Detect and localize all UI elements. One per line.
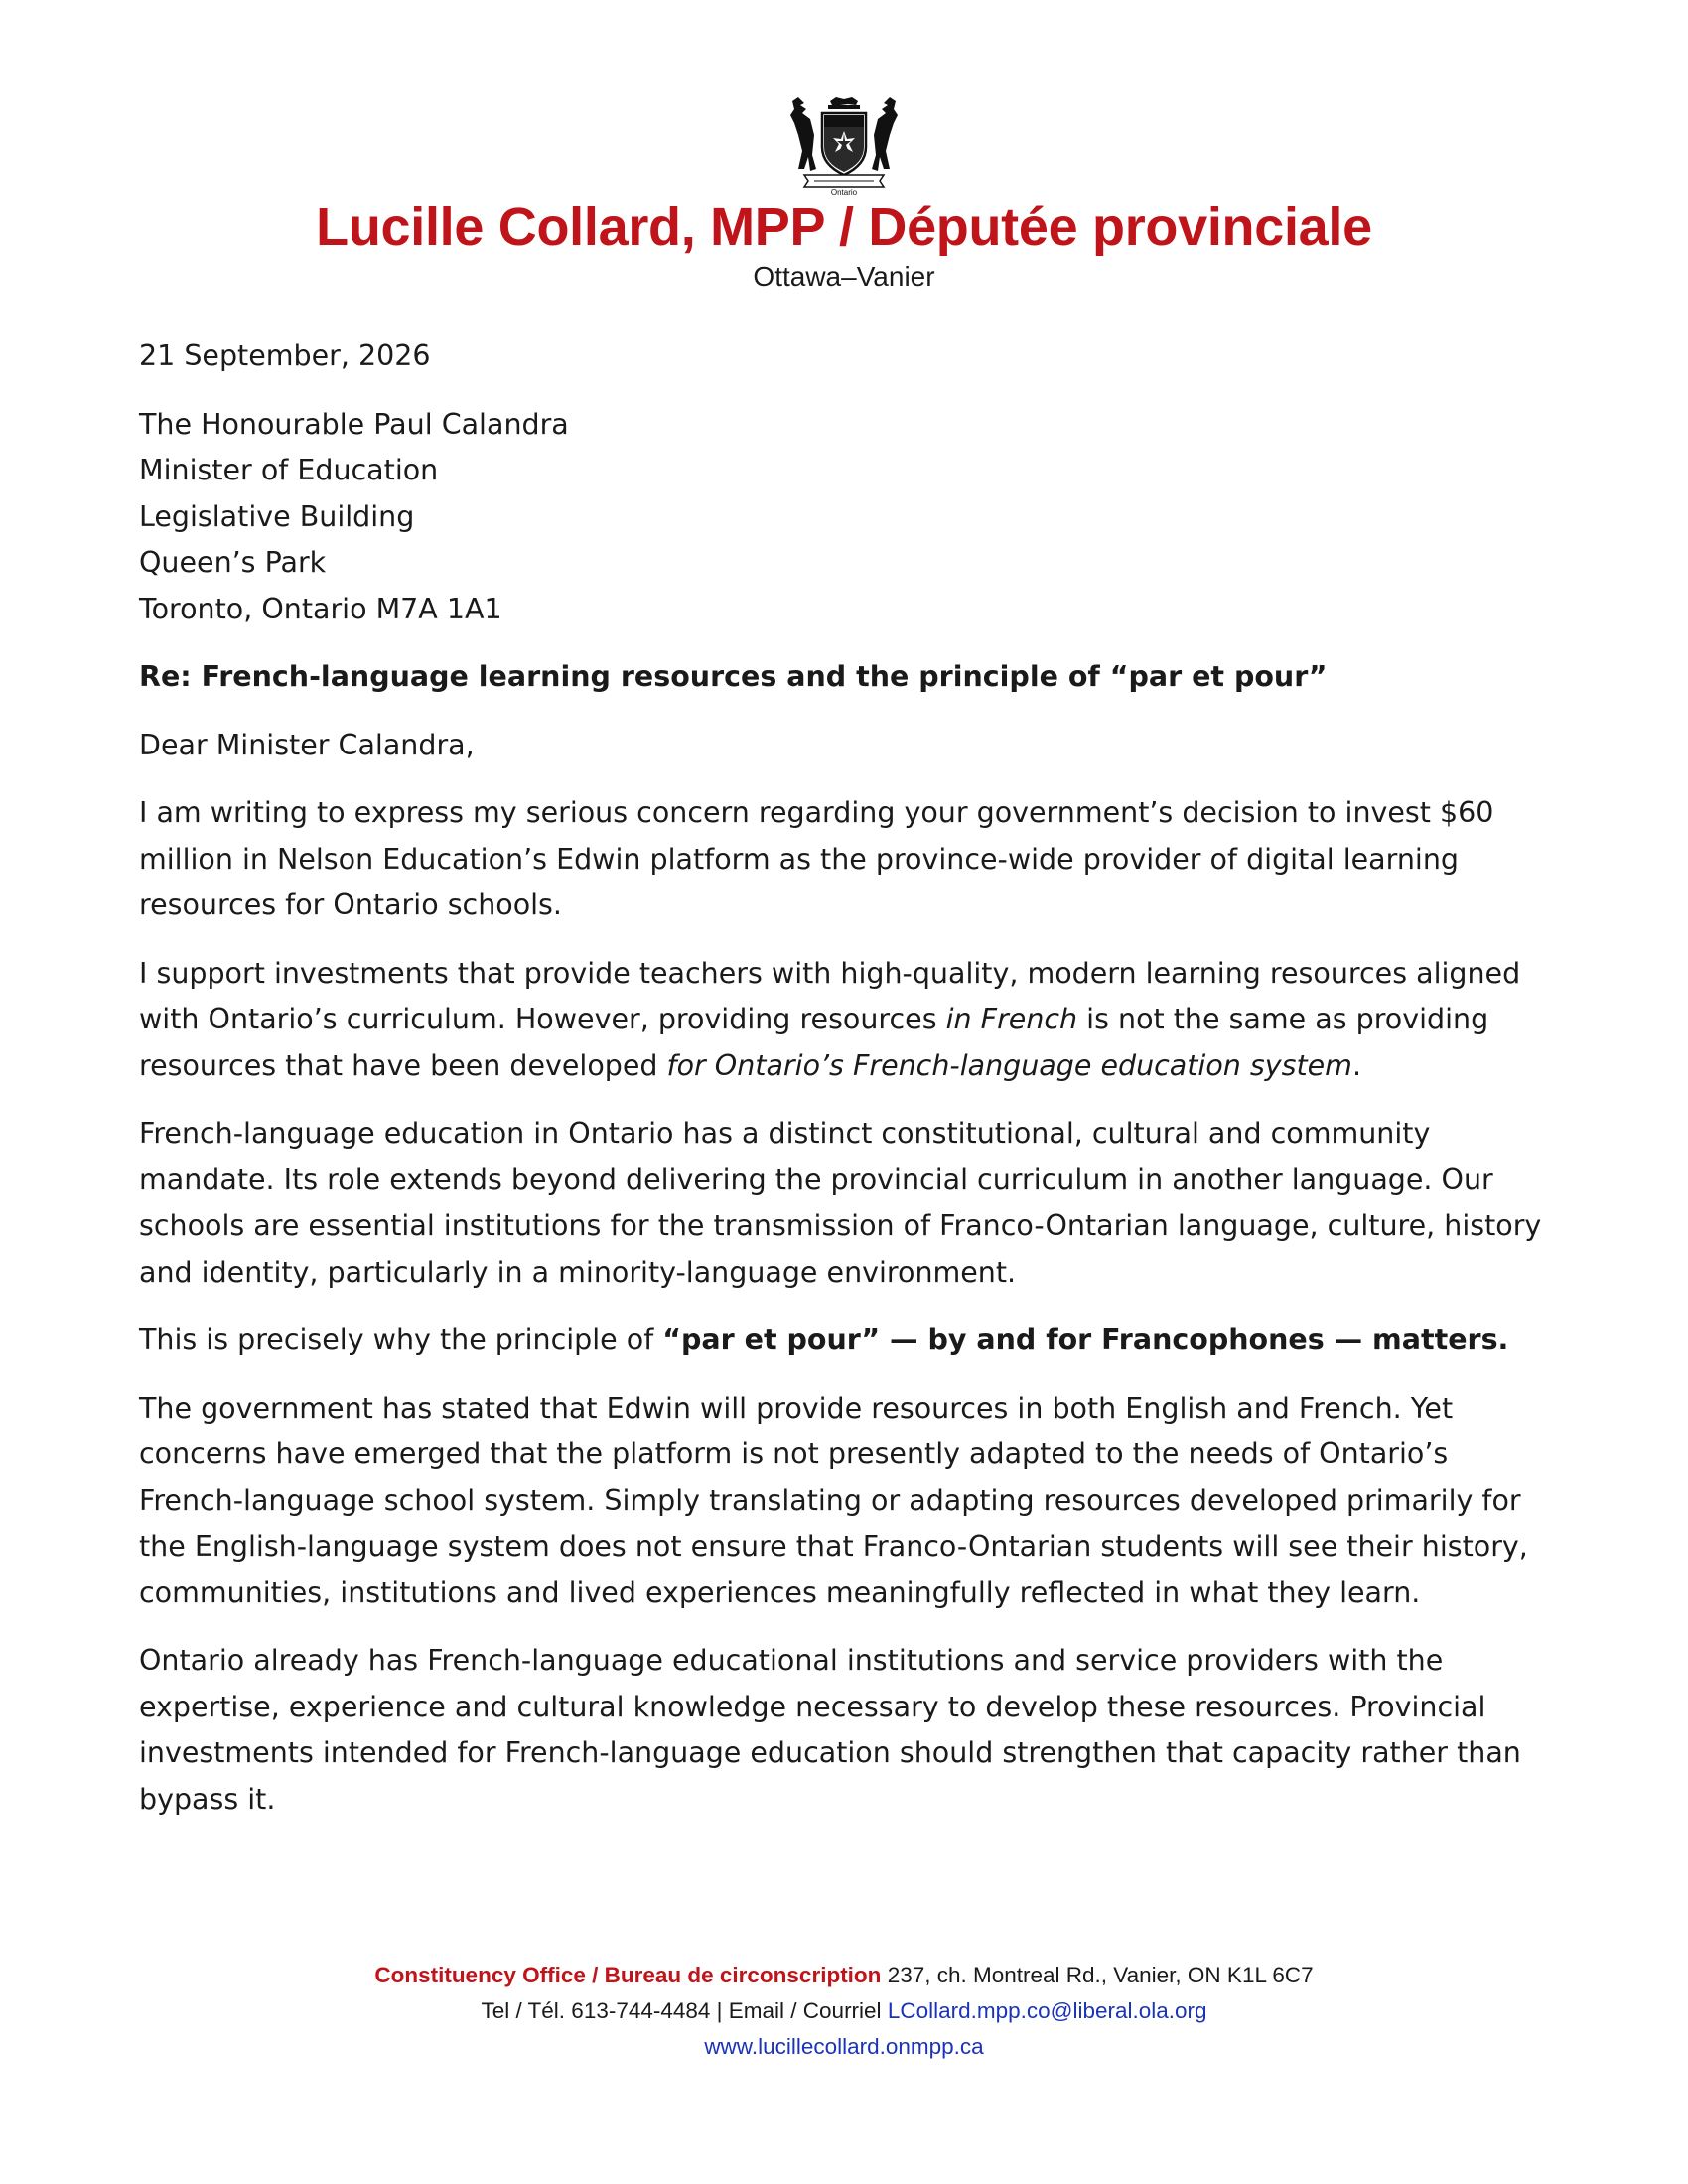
para2-italic-system: for Ontario’s French-language education system bbox=[666, 1048, 1352, 1082]
letter-date: 21 September, 2026 bbox=[139, 340, 431, 372]
address-line: Toronto, Ontario M7A 1A1 bbox=[139, 592, 502, 625]
paragraph-2 bbox=[139, 951, 1559, 1090]
ontario-coat-of-arms bbox=[784, 95, 904, 197]
paragraph-4 bbox=[139, 1317, 1559, 1364]
footer-office-address: 237, ch. Montreal Rd., Vanier, ON K1L 6C7 bbox=[881, 1963, 1314, 1987]
para2-text-c: is not the same as providing resources that have been developed bbox=[139, 1003, 1489, 1082]
recipient-address bbox=[139, 402, 1559, 633]
footer-office-line bbox=[0, 1958, 1688, 1993]
address-line: Queen’s Park bbox=[139, 546, 327, 579]
address-line: Minister of Education bbox=[139, 454, 439, 486]
para2-italic-in-french: in French bbox=[945, 1003, 1078, 1035]
paragraph-6: Ontario already has French-language educational institutions and service providers with the expertise, experience and cultural knowledge necessary to develop these resources. Provincial investments intended for French-language education should strengthen that capacity rather than bypass it. bbox=[139, 1644, 1521, 1816]
letterhead-riding: Ottawa–Vanier bbox=[753, 261, 935, 292]
subject-line: Re: French-language learning resources and the principle of “par et pour” bbox=[139, 660, 1328, 693]
address-line: Legislative Building bbox=[139, 499, 415, 533]
letter-body bbox=[139, 334, 1559, 1844]
letterhead-title: Lucille Collard, MPP / Députée provinciale bbox=[316, 198, 1372, 257]
paragraph-5: The government has stated that Edwin will provide resources in both English and French. Yet concerns have emerged that the platform is not presently adapted to the needs of Ontario’s French-language school system. Simply translating or adapting resources developed primarily for the English-language system does not ensure that Franco-Ontarian students will see their history, communities, institutions and lived experiences meaningfully reflected in what they learn. bbox=[139, 1391, 1528, 1609]
paragraph-1: I am writing to express my serious concern regarding your government’s decision to invest $60 million in Nelson Education’s Edwin platform as the province-wide provider of digital learning resources for Ontario schools. bbox=[139, 796, 1494, 921]
para2-text-e: . bbox=[1351, 1048, 1362, 1082]
paragraph-3: French-language education in Ontario has a distinct constitutional, cultural and community mandate. Its role extends beyond delivering the provincial curriculum in another language. Our schools are essential institutions for the transmission of Franco-Ontarian language, culture, history and identity, particularly in a minority-language environment. bbox=[139, 1117, 1542, 1289]
footer-email-link[interactable]: LCollard.mpp.co@liberal.ola.org bbox=[887, 1998, 1207, 2023]
crest-ontario-label: Ontario bbox=[830, 188, 858, 197]
address-line: The Honourable Paul Calandra bbox=[139, 407, 569, 441]
footer-phone-email-label: Tel / Tél. 613-744-4484 | Email / Courriel bbox=[481, 1998, 888, 2023]
footer-website-link[interactable]: www.lucillecollard.onmpp.ca bbox=[704, 2034, 984, 2059]
footer-contact-line bbox=[0, 1993, 1688, 2029]
letter-footer bbox=[0, 1958, 1688, 2065]
footer-website-line bbox=[0, 2029, 1688, 2065]
para4-text: This is precisely why the principle of bbox=[139, 1323, 663, 1356]
salutation: Dear Minister Calandra, bbox=[139, 728, 475, 761]
para2-text-a: I support investments that provide teachers with high-quality, modern learning resources aligned with Ontario’s curriculum. However, providing resources bbox=[139, 956, 1521, 1035]
footer-office-label: Constituency Office / Bureau de circonscription bbox=[374, 1963, 882, 1987]
para4-bold: “par et pour” — by and for Francophones — matters. bbox=[662, 1323, 1509, 1356]
